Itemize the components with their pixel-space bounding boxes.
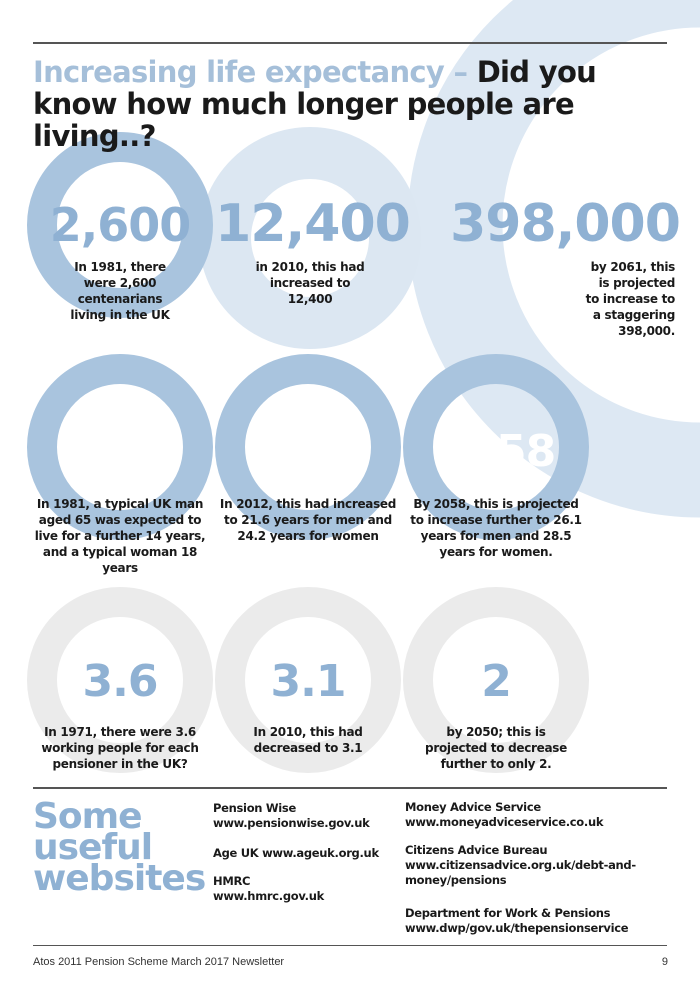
stat-number-1981: 1981 [60, 426, 180, 477]
stat-number-2: 2 [481, 656, 511, 707]
footer-rule [33, 945, 667, 946]
stat-caption-2012: In 2012, this had increased to 21.6 years for men and 24.2 years for women [219, 497, 397, 543]
footer-publication: Atos 2011 Pension Scheme March 2017 Newsletter [33, 956, 285, 968]
stat-number-3-6: 3.6 [82, 656, 158, 707]
stat-number-2600: 2,600 [49, 198, 191, 252]
stat-caption-2600: In 1981, there were 2,600 centenarians living in the UK [70, 260, 170, 322]
link-citizens-advice[interactable]: Citizens Advice Bureau www.citizensadvice.org.uk/debt-and- money/pensions [405, 843, 636, 887]
stat-caption-2: by 2050; this is projected to decrease further to only 2. [425, 725, 567, 771]
link-hmrc[interactable]: HMRC www.hmrc.gov.uk [213, 874, 324, 903]
stat-caption-1981: In 1981, a typical UK man aged 65 was expected to live for a further 14 years, and a typical woman 18 years [34, 497, 206, 575]
top-rule [33, 42, 667, 44]
link-money-advice-service[interactable]: Money Advice Service www.moneyadviceservice.co.uk [405, 800, 604, 829]
page-title [33, 56, 683, 152]
stat-caption-2058: By 2058, this is projected to increase further to 26.1 years for men and 28.5 years for women. [410, 497, 582, 559]
stat-caption-12400: in 2010, this had increased to 12,400 [255, 260, 365, 306]
link-dwp[interactable]: Department for Work & Pensions www.dwp/gov.uk/thepensionservice [405, 906, 629, 935]
websites-rule [33, 787, 667, 789]
stat-number-2058: 2058 [436, 426, 556, 477]
stat-number-398000: 398,000 [450, 194, 680, 254]
stat-number-2012: 2012 [248, 426, 368, 477]
title-main: Did you know how much longer people are living..? [33, 55, 597, 153]
stat-caption-3-6: In 1971, there were 3.6 working people for each pensioner in the UK? [41, 725, 199, 771]
stat-number-12400: 12,400 [215, 194, 410, 254]
link-pension-wise[interactable]: Pension Wise www.pensionwise.gov.uk [213, 801, 370, 830]
stat-caption-3-1: In 2010, this had decreased to 3.1 [253, 725, 363, 755]
title-accent: Increasing life expectancy – [33, 55, 477, 89]
stat-number-3-1: 3.1 [270, 656, 346, 707]
page-number: 9 [661, 956, 668, 968]
websites-heading: Some useful websites [33, 796, 206, 899]
stat-caption-398000: by 2061, this is projected to increase to a staggering 398,000. [585, 260, 675, 338]
link-age-uk[interactable]: Age UK www.ageuk.org.uk [213, 846, 379, 860]
